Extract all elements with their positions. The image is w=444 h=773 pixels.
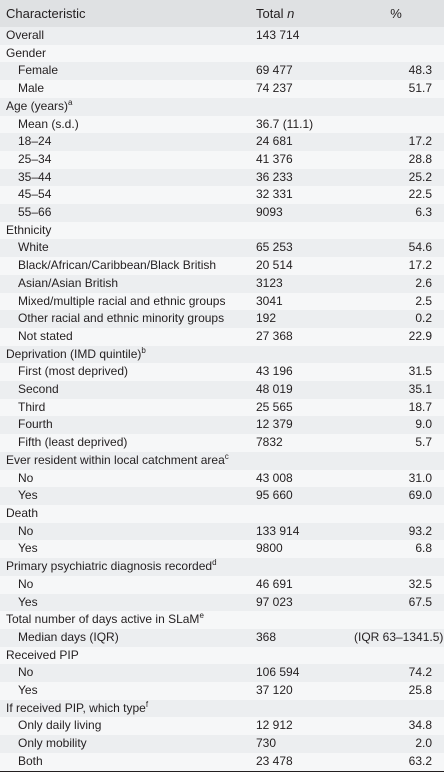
table-row bbox=[0, 346, 444, 364]
table-row bbox=[0, 328, 444, 346]
row-percent: 32.5 bbox=[408, 576, 432, 591]
row-label-text: Ever resident within local catchment area bbox=[6, 452, 225, 467]
table-row bbox=[0, 611, 444, 629]
row-total-n: 48 019 bbox=[256, 382, 293, 397]
row-total-n: 41 376 bbox=[256, 151, 293, 166]
row-label bbox=[0, 133, 256, 151]
table-row bbox=[0, 416, 444, 434]
row-percent: 17.2 bbox=[408, 134, 432, 149]
table-row bbox=[0, 629, 444, 647]
row-total-n bbox=[256, 45, 354, 63]
row-total-n bbox=[256, 505, 354, 523]
row-percent bbox=[354, 27, 444, 45]
row-label bbox=[0, 753, 256, 771]
row-total-n: 65 253 bbox=[256, 240, 293, 255]
footnote-marker: c bbox=[224, 451, 229, 461]
row-label bbox=[0, 257, 256, 275]
row-label-text: 25–34 bbox=[18, 151, 52, 166]
row-label bbox=[0, 186, 256, 204]
row-percent: 25.2 bbox=[408, 169, 432, 184]
table-row bbox=[0, 27, 444, 45]
row-label-text: Male bbox=[18, 81, 45, 96]
row-percent: 2.5 bbox=[415, 293, 432, 308]
row-label bbox=[0, 664, 256, 682]
row-percent: 69.0 bbox=[408, 488, 432, 503]
row-percent: 31.0 bbox=[408, 470, 432, 485]
header-characteristic: Characteristic bbox=[6, 6, 86, 21]
row-label-text: Median days (IQR) bbox=[18, 629, 119, 644]
table-row bbox=[0, 310, 444, 328]
row-label-text: If received PIP, which type bbox=[6, 700, 146, 715]
table-row bbox=[0, 594, 444, 612]
row-label-text: 45–54 bbox=[18, 187, 52, 202]
row-label bbox=[0, 717, 256, 735]
row-label-text: Death bbox=[6, 505, 39, 520]
row-total-n: 69 477 bbox=[256, 63, 293, 78]
row-label-text: Yes bbox=[18, 488, 38, 503]
row-percent bbox=[354, 558, 444, 576]
row-label bbox=[0, 470, 256, 488]
row-percent: 74.2 bbox=[408, 665, 432, 680]
row-percent: 48.3 bbox=[408, 63, 432, 78]
table-row bbox=[0, 717, 444, 735]
table-row bbox=[0, 293, 444, 311]
row-percent: 0.2 bbox=[415, 311, 432, 326]
row-label-text: First (most deprived) bbox=[18, 364, 129, 379]
row-label-text: Not stated bbox=[18, 328, 73, 343]
row-total-n: 74 237 bbox=[256, 81, 293, 96]
row-total-n: 43 008 bbox=[256, 470, 293, 485]
row-percent bbox=[354, 98, 444, 116]
row-label-text: White bbox=[18, 240, 49, 255]
row-label bbox=[0, 169, 256, 187]
row-label bbox=[0, 275, 256, 293]
row-label-text: No bbox=[18, 523, 34, 538]
row-label bbox=[0, 416, 256, 434]
header-total-n: n bbox=[287, 6, 295, 21]
row-percent bbox=[354, 222, 444, 240]
row-total-n: 3123 bbox=[256, 275, 283, 290]
table-row bbox=[0, 558, 444, 576]
table-row bbox=[0, 576, 444, 594]
row-label-text: Third bbox=[18, 399, 46, 414]
row-total-n: 24 681 bbox=[256, 134, 293, 149]
row-label bbox=[0, 116, 256, 134]
row-percent: 93.2 bbox=[408, 523, 432, 538]
row-total-n: 9800 bbox=[256, 541, 283, 556]
row-label bbox=[0, 576, 256, 594]
row-label bbox=[0, 505, 256, 523]
header-total bbox=[256, 0, 354, 27]
table-row bbox=[0, 169, 444, 187]
table-row bbox=[0, 116, 444, 134]
row-total-n: 192 bbox=[256, 311, 277, 326]
row-total-n: 9093 bbox=[256, 205, 283, 220]
row-label-text: 35–44 bbox=[18, 169, 52, 184]
row-percent: 31.5 bbox=[408, 364, 432, 379]
row-label-text: Deprivation (IMD quintile) bbox=[6, 346, 142, 361]
row-label bbox=[0, 682, 256, 700]
row-percent bbox=[354, 700, 444, 718]
row-percent: 34.8 bbox=[408, 718, 432, 733]
row-percent: 35.1 bbox=[408, 382, 432, 397]
row-percent: 5.7 bbox=[415, 435, 432, 450]
row-total-n bbox=[256, 700, 354, 718]
row-label-text: No bbox=[18, 576, 34, 591]
table-row bbox=[0, 151, 444, 169]
row-label bbox=[0, 629, 256, 647]
row-total-n: 3041 bbox=[256, 293, 283, 308]
footnote-marker: f bbox=[145, 699, 149, 709]
table-row bbox=[0, 523, 444, 541]
row-total-n: 7832 bbox=[256, 435, 283, 450]
row-label-text: Mean (s.d.) bbox=[18, 116, 79, 131]
row-label-text: No bbox=[18, 665, 34, 680]
table-body bbox=[0, 27, 444, 771]
row-total-n: 43 196 bbox=[256, 364, 293, 379]
row-label bbox=[0, 293, 256, 311]
row-percent bbox=[354, 647, 444, 665]
table-row bbox=[0, 275, 444, 293]
row-total-n bbox=[256, 346, 354, 364]
table-row bbox=[0, 753, 444, 771]
row-label bbox=[0, 434, 256, 452]
row-total-n: 106 594 bbox=[256, 665, 300, 680]
table-header-row bbox=[0, 0, 444, 27]
row-label bbox=[0, 611, 256, 629]
row-label-text: Primary psychiatric diagnosis recorded bbox=[6, 559, 213, 574]
row-label bbox=[0, 45, 256, 63]
row-label bbox=[0, 27, 256, 45]
row-total-n: 25 565 bbox=[256, 399, 293, 414]
table-row bbox=[0, 682, 444, 700]
row-label-text: Yes bbox=[18, 683, 38, 698]
table-row bbox=[0, 45, 444, 63]
row-total-n: 133 914 bbox=[256, 523, 300, 538]
row-total-n: 97 023 bbox=[256, 594, 293, 609]
footnote-marker: b bbox=[141, 345, 146, 355]
row-total-n bbox=[256, 98, 354, 116]
row-percent bbox=[354, 505, 444, 523]
row-label bbox=[0, 222, 256, 240]
footnote-marker: e bbox=[199, 611, 204, 621]
table-row bbox=[0, 257, 444, 275]
row-percent bbox=[354, 116, 444, 134]
row-label-text: No bbox=[18, 470, 34, 485]
table-row bbox=[0, 505, 444, 523]
row-label bbox=[0, 558, 256, 576]
row-percent: 9.0 bbox=[415, 417, 432, 432]
row-percent: 63.2 bbox=[408, 753, 432, 768]
table-row bbox=[0, 98, 444, 116]
row-total-n bbox=[256, 611, 354, 629]
row-label-text: Black/African/Caribbean/Black British bbox=[18, 258, 217, 273]
row-total-n: 12 912 bbox=[256, 718, 293, 733]
row-label-text: Second bbox=[18, 382, 59, 397]
row-percent bbox=[354, 346, 444, 364]
row-total-n bbox=[256, 558, 354, 576]
row-label bbox=[0, 346, 256, 364]
row-label-text: Yes bbox=[18, 594, 38, 609]
row-label bbox=[0, 151, 256, 169]
row-label-text: 55–66 bbox=[18, 205, 52, 220]
row-percent bbox=[354, 45, 444, 63]
row-percent: (IQR 63–1341.5) bbox=[354, 629, 444, 644]
table-row bbox=[0, 434, 444, 452]
table-row bbox=[0, 470, 444, 488]
row-label bbox=[0, 239, 256, 257]
table-row bbox=[0, 222, 444, 240]
row-label bbox=[0, 452, 256, 470]
row-total-n bbox=[256, 222, 354, 240]
row-percent: 17.2 bbox=[408, 258, 432, 273]
row-label bbox=[0, 647, 256, 665]
table-row bbox=[0, 647, 444, 665]
row-label bbox=[0, 540, 256, 558]
row-label-text: Fourth bbox=[18, 417, 53, 432]
row-percent: 6.3 bbox=[415, 205, 432, 220]
row-total-n bbox=[256, 452, 354, 470]
row-percent: 6.8 bbox=[415, 541, 432, 556]
row-label bbox=[0, 62, 256, 80]
table-row bbox=[0, 363, 444, 381]
row-total-n: 368 bbox=[256, 629, 277, 644]
row-label bbox=[0, 363, 256, 381]
header-total-label: Total bbox=[256, 6, 284, 21]
table-row bbox=[0, 399, 444, 417]
row-percent: 22.5 bbox=[408, 187, 432, 202]
row-label-text: Other racial and ethnic minority groups bbox=[18, 311, 225, 326]
table-row bbox=[0, 80, 444, 98]
row-label-text: Female bbox=[18, 63, 59, 78]
row-label-text: Both bbox=[18, 753, 43, 768]
row-total-n: 95 660 bbox=[256, 488, 293, 503]
table-row bbox=[0, 487, 444, 505]
row-total-n: 32 331 bbox=[256, 187, 293, 202]
row-label-text: 18–24 bbox=[18, 134, 52, 149]
row-total-n: 27 368 bbox=[256, 328, 293, 343]
row-label bbox=[0, 399, 256, 417]
row-percent: 22.9 bbox=[408, 328, 432, 343]
row-percent: 2.0 bbox=[415, 736, 432, 751]
row-percent: 2.6 bbox=[415, 275, 432, 290]
row-label-text: Fifth (least deprived) bbox=[18, 435, 128, 450]
row-label bbox=[0, 98, 256, 116]
row-label-text: Mixed/multiple racial and ethnic groups bbox=[18, 293, 226, 308]
footnote-marker: d bbox=[212, 558, 217, 568]
row-total-n: 36 233 bbox=[256, 169, 293, 184]
row-percent: 54.6 bbox=[408, 240, 432, 255]
row-total-n: 36.7 (11.1) bbox=[256, 116, 314, 131]
table-row bbox=[0, 452, 444, 470]
table-row bbox=[0, 239, 444, 257]
row-label-text: Only daily living bbox=[18, 718, 102, 733]
row-label bbox=[0, 381, 256, 399]
table-row bbox=[0, 133, 444, 151]
table-row bbox=[0, 186, 444, 204]
row-label-text: Overall bbox=[6, 28, 45, 42]
row-label-text: Total number of days active in SLaM bbox=[6, 612, 200, 627]
table-row bbox=[0, 540, 444, 558]
row-label-text: Gender bbox=[6, 45, 47, 60]
row-label bbox=[0, 487, 256, 505]
table-row bbox=[0, 381, 444, 399]
table-row bbox=[0, 204, 444, 222]
header-percent: % bbox=[390, 6, 402, 21]
row-total-n: 20 514 bbox=[256, 258, 293, 273]
footnote-marker: a bbox=[68, 97, 73, 107]
row-label bbox=[0, 594, 256, 612]
row-total-n: 46 691 bbox=[256, 576, 293, 591]
row-percent bbox=[354, 611, 444, 629]
row-label-text: Received PIP bbox=[6, 647, 79, 662]
table-row bbox=[0, 735, 444, 753]
row-label-text: Yes bbox=[18, 541, 38, 556]
row-label bbox=[0, 204, 256, 222]
row-percent: 51.7 bbox=[408, 81, 432, 96]
row-total-n: 730 bbox=[256, 736, 277, 751]
row-total-n bbox=[256, 647, 354, 665]
row-label bbox=[0, 700, 256, 718]
row-label bbox=[0, 80, 256, 98]
row-total-n: 12 379 bbox=[256, 417, 293, 432]
table-row bbox=[0, 62, 444, 80]
table-row bbox=[0, 664, 444, 682]
row-label bbox=[0, 310, 256, 328]
row-percent: 67.5 bbox=[408, 594, 432, 609]
row-percent: 25.8 bbox=[408, 683, 432, 698]
row-percent bbox=[354, 452, 444, 470]
row-label bbox=[0, 523, 256, 541]
row-label-text: Only mobility bbox=[18, 736, 87, 751]
row-label-text: Ethnicity bbox=[6, 222, 52, 237]
row-label-text: Age (years) bbox=[6, 98, 69, 113]
row-label-text: Asian/Asian British bbox=[18, 275, 119, 290]
row-total-n: 143 714 bbox=[256, 28, 300, 42]
table-row bbox=[0, 700, 444, 718]
row-label bbox=[0, 735, 256, 753]
row-percent: 18.7 bbox=[408, 399, 432, 414]
row-label bbox=[0, 328, 256, 346]
row-percent: 28.8 bbox=[408, 151, 432, 166]
row-total-n: 23 478 bbox=[256, 753, 293, 768]
row-total-n: 37 120 bbox=[256, 683, 293, 698]
